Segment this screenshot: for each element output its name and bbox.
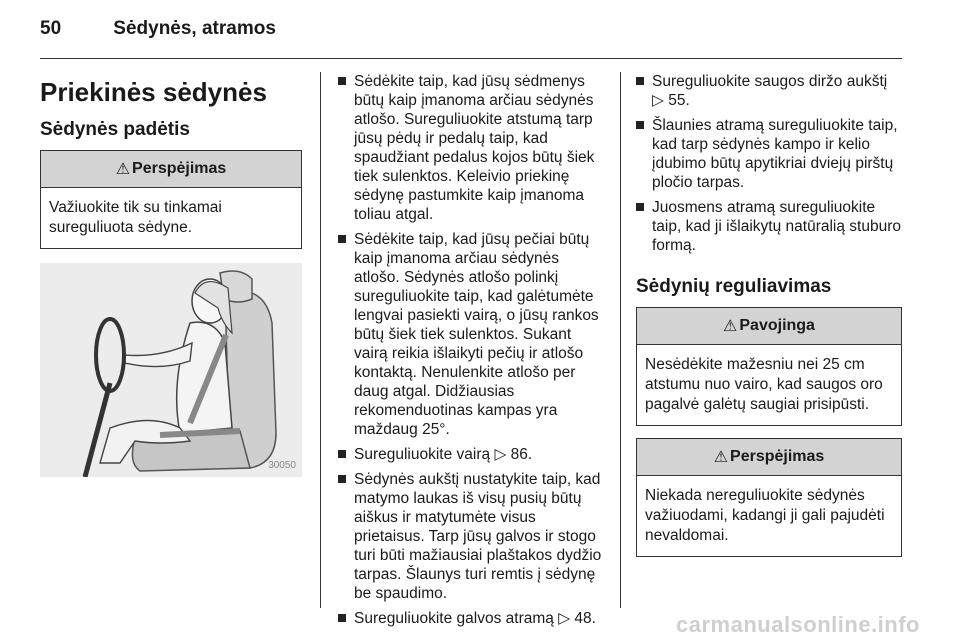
driver-seat-illustration [40,263,302,477]
instructions-list [636,72,902,255]
column-right [636,72,902,557]
list-item: Sureguliuokite galvos atramą ▷ 48. [338,609,606,628]
column-left [40,72,302,477]
warning-box [40,150,302,249]
danger-box-header [637,308,901,345]
page-number: 50 [40,18,62,39]
heading-front-seats: Priekinės sėdynės [40,77,267,107]
column-divider [620,72,621,608]
list-item: Sėdėkite taip, kad jūsų sėdmenys būtų kaip įmanoma arčiau sėdynės atlošo. Sureguliuokite atstumą tarp jūsų pėdų ir pedalų taip, kad spaudžiant pedalus kojos būtų šiek tiek sulenktos. Keleivio priekinę sėdynę pastumkite kaip įmanoma toliau atgal. [338,72,606,224]
list-item: Sureguliuokite vairą ▷ 86. [338,445,606,464]
warning-box-header [637,439,901,476]
subheading-seat-position: Sėdynės padėtis [40,119,190,140]
section-title: Sėdynės, atramos [113,18,276,39]
list-item: Šlaunies atramą sureguliuokite taip, kad tarp sėdynės kampo ir kelio įdubimo būtų apytikriai dviejų pirštų pločio tarpas. [636,116,902,192]
danger-title: Pavojinga [739,317,815,334]
list-item: Sureguliuokite saugos diržo aukštį ▷ 55. [636,72,902,110]
figure-number: 30050 [268,460,296,471]
warning-text: Važiuokite tik su tinkamai sureguliuota sėdyne. [49,199,222,236]
warning-triangle-icon: ⚠ [713,449,729,466]
danger-text: Nesėdėkite mažesniu nei 25 cm atstumu nuo vairo, kad saugos oro pagalvė galėtų saugiai prisipūsti. [645,356,883,413]
column-middle [338,72,606,634]
page-header [40,18,276,40]
column-divider [320,72,321,608]
list-item: Sėdynės aukštį nustatykite taip, kad matymo laukas iš visų pusių būtų aiškus ir matytumėte visus prietaisus. Tarp jūsų galvos ir stogo turi būti mažiausiai plaštakos dydžio tarpas. Šlaunys turi remtis į sėdynę be spaudimo. [338,470,606,603]
list-item: Sėdėkite taip, kad jūsų pečiai būtų kaip įmanoma arčiau sėdynės atlošo. Sėdynės atlošo polinkį sureguliuokite taip, kad galėtumėte lengvai pasiekti vairą, o jūsų rankos būtų šiek tiek sulenktos. Sukant vairą reikia išlaikyti pečių ir atlošo kontaktą. Nenulenkite atlošo per daug atgal. Didžiausias rekomenduotinas kampas yra maždaug 25°. [338,230,606,439]
warning-title: Perspėjimas [132,160,227,177]
instructions-list [338,72,606,628]
warning-box [636,438,902,557]
subheading-seat-adjustment: Sėdynių reguliavimas [636,276,832,297]
list-item: Juosmens atramą sureguliuokite taip, kad ji išlaikytų natūralią stuburo formą. [636,198,902,255]
danger-box [636,307,902,426]
warning-text: Niekada nereguliuokite sėdynės važiuodami, kadangi ji gali pajudėti nevaldomai. [645,487,885,544]
header-rule [40,58,902,59]
warning-triangle-icon: ⚠ [115,161,131,178]
driver-seat-drawing [40,263,302,477]
watermark: carmanualsonline.info [676,612,920,637]
warning-triangle-icon: ⚠ [723,318,738,335]
warning-title: Perspėjimas [730,448,825,465]
warning-box-header [41,151,301,188]
